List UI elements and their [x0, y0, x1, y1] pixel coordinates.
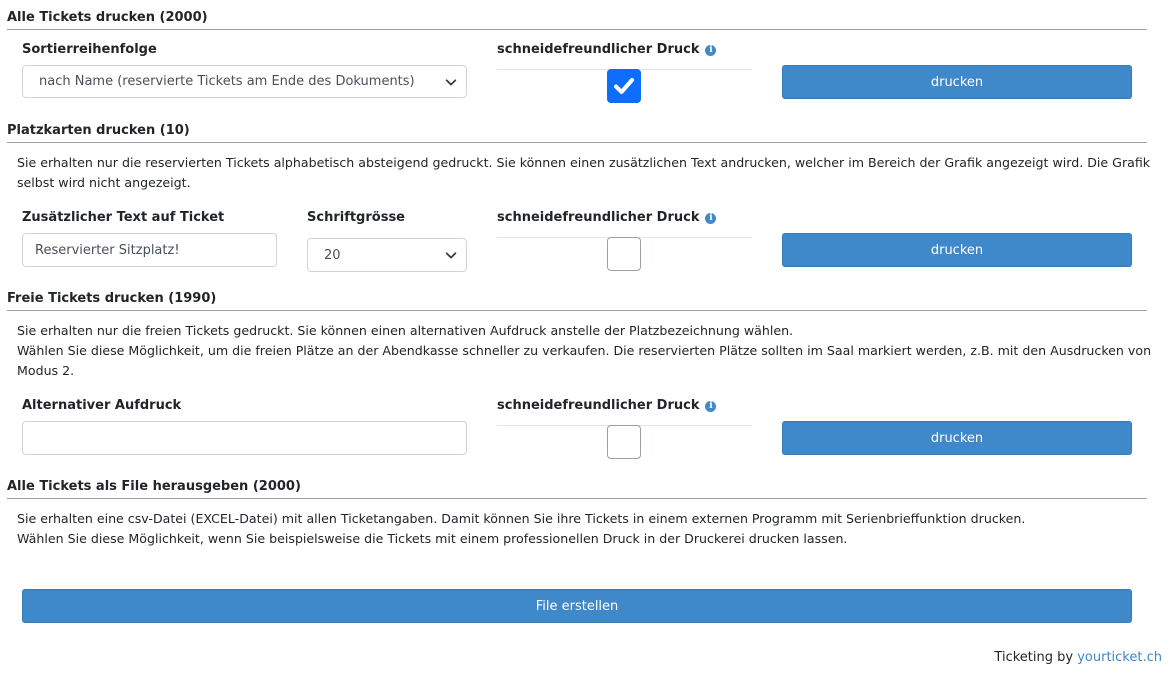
- section-divider: [7, 498, 1147, 499]
- cut-friendly-checkbox-all[interactable]: [607, 69, 641, 103]
- file-export-description-2: Wählen Sie diese Möglichkeit, wenn Sie beispielsweise die Tickets mit einem professionellen Druck in der Druckerei drucken lassen.: [17, 531, 848, 546]
- section-divider: [7, 29, 1147, 30]
- extra-text-input[interactable]: Reservierter Sitzplatz!: [22, 233, 277, 267]
- place-cards-description: Sie erhalten nur die reservierten Tickets alphabetisch absteigend gedruckt. Sie können einen zusätzlichen Text andrucken, welcher im Bereich der Grafik angezeigt wird. Die Grafik selbst wird nicht angezeigt.: [17, 155, 1151, 190]
- footer: [994, 650, 1162, 665]
- cut-friendly-label: [497, 42, 716, 57]
- checkmark-icon: [611, 73, 637, 99]
- footer-prefix: Ticketing by: [994, 650, 1074, 665]
- cut-friendly-label: [497, 398, 716, 413]
- create-file-button[interactable]: File erstellen: [22, 589, 1132, 623]
- extra-text-label: Zusätzlicher Text auf Ticket: [22, 210, 225, 225]
- cut-friendly-label-text: schneidefreundlicher Druck: [497, 42, 700, 57]
- free-tickets-description-2: Wählen Sie diese Möglichkeit, um die freien Plätze an der Abendkasse schneller zu verkaufen. Die reservierten Plätze sollten im Saal markiert werden, z.B. mit den Ausdrucken von Modus 2.: [17, 343, 1152, 378]
- cut-friendly-checkbox-free[interactable]: [607, 425, 641, 459]
- section-divider: [7, 310, 1147, 311]
- font-size-select[interactable]: [307, 238, 467, 272]
- info-icon[interactable]: i: [705, 45, 716, 56]
- chevron-down-icon: [444, 75, 458, 89]
- sort-order-select[interactable]: [22, 65, 467, 98]
- print-place-cards-button[interactable]: drucken: [782, 233, 1132, 267]
- section-title-free-tickets: Freie Tickets drucken (1990): [7, 291, 217, 306]
- cut-friendly-checkbox-place-cards[interactable]: [607, 237, 641, 271]
- sort-order-value: nach Name (reservierte Tickets am Ende des Dokuments): [39, 74, 415, 89]
- font-size-label: Schriftgrösse: [307, 210, 406, 225]
- section-title-file-export: Alle Tickets als File herausgeben (2000): [7, 479, 301, 494]
- alt-print-label: Alternativer Aufdruck: [22, 398, 182, 413]
- print-all-button[interactable]: drucken: [782, 65, 1132, 99]
- info-icon[interactable]: i: [705, 401, 716, 412]
- cut-friendly-label-text: schneidefreundlicher Druck: [497, 210, 700, 225]
- footer-link[interactable]: yourticket.ch: [1077, 650, 1162, 665]
- file-export-description-1: Sie erhalten eine csv-Datei (EXCEL-Datei) mit allen Ticketangaben. Damit können Sie ihre Tickets in einem externen Programm mit Serienbrieffunktion drucken.: [17, 511, 1026, 526]
- section-title-all-tickets: Alle Tickets drucken (2000): [7, 10, 208, 25]
- alt-print-input[interactable]: [22, 421, 467, 455]
- sort-order-label: Sortierreihenfolge: [22, 42, 157, 57]
- chevron-down-icon: [444, 248, 458, 262]
- section-title-place-cards: Platzkarten drucken (10): [7, 123, 190, 138]
- free-tickets-description-1: Sie erhalten nur die freien Tickets gedruckt. Sie können einen alternativen Aufdruck anstelle der Platzbezeichnung wählen.: [17, 323, 794, 338]
- info-icon[interactable]: i: [705, 213, 716, 224]
- section-divider: [7, 142, 1147, 143]
- cut-friendly-label: [497, 210, 716, 225]
- print-free-tickets-button[interactable]: drucken: [782, 421, 1132, 455]
- font-size-value: 20: [324, 247, 341, 263]
- cut-friendly-label-text: schneidefreundlicher Druck: [497, 398, 700, 413]
